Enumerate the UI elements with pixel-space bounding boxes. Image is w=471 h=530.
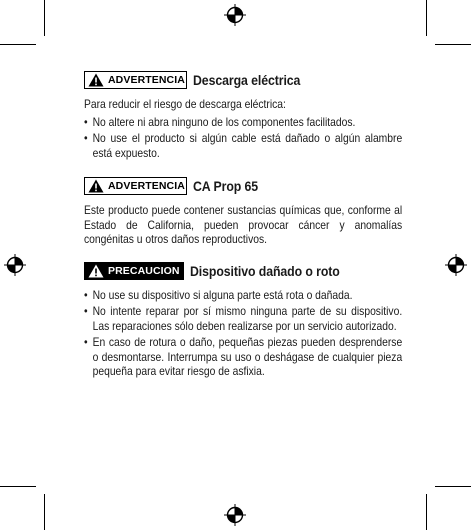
warning-badge	[84, 71, 187, 89]
list-item-text: No intente reparar por sí mismo ninguna parte de su dispositivo. Las reparaciones sólo deben realizarse por un servicio autorizado.	[92, 304, 403, 333]
bullet-icon: •	[84, 287, 88, 302]
section-header-damaged-device	[84, 261, 402, 281]
section-header-electric-shock	[84, 70, 402, 90]
bullet-list	[84, 288, 402, 379]
caution-badge-label: PRECAUCION	[108, 264, 180, 277]
crop-mark-top-right	[426, 0, 427, 36]
section-title: Descarga eléctrica	[193, 72, 301, 88]
crop-mark-bottom-right-h	[435, 486, 471, 487]
section-header-prop65	[84, 176, 402, 196]
crop-mark-top-left	[44, 0, 45, 36]
list-item	[84, 288, 402, 303]
crop-mark-bottom-right	[426, 494, 427, 530]
list-item	[84, 131, 402, 160]
crop-mark-top-right-h	[435, 44, 471, 45]
list-item	[84, 304, 402, 333]
bullet-icon: •	[84, 131, 88, 145]
warning-triangle-icon	[88, 73, 104, 87]
crop-mark-top-left-h	[0, 44, 36, 45]
registration-mark-icon	[224, 504, 246, 526]
bullet-icon: •	[84, 114, 88, 129]
list-item-text: No use el producto si algún cable está dañado o algún alambre está expuesto.	[92, 131, 403, 160]
section-title: Dispositivo dañado o roto	[190, 262, 340, 279]
list-item-text: No use su dispositivo si alguna parte está rota o dañada.	[92, 287, 353, 302]
warning-badge-label: ADVERTENCIA	[108, 74, 185, 86]
bullet-icon: •	[84, 335, 88, 349]
caution-badge	[84, 262, 184, 280]
warning-badge	[84, 177, 187, 195]
registration-mark-icon	[224, 4, 246, 26]
warning-triangle-icon	[88, 264, 104, 278]
bullet-list	[84, 115, 402, 161]
crop-mark-bottom-left-h	[0, 486, 36, 487]
registration-mark-icon	[4, 254, 26, 276]
crop-mark-bottom-left	[44, 494, 45, 530]
bullet-icon: •	[84, 304, 88, 318]
warning-badge-label: ADVERTENCIA	[108, 180, 185, 192]
section-body: Este producto puede contener sustancias químicas que, conforme al Estado de California, pueden provocar cáncer y anomalías congénitas u otros daños reproductivos.	[84, 203, 403, 246]
section-title: CA Prop 65	[193, 178, 259, 194]
registration-mark-icon	[445, 254, 467, 276]
section-intro: Para reducir el riesgo de descarga eléctrica:	[84, 97, 286, 111]
safety-content	[84, 70, 402, 381]
warning-triangle-icon	[88, 179, 104, 193]
list-item	[84, 335, 402, 379]
list-item-text: En caso de rotura o daño, pequeñas piezas pueden desprenderse o desmontarse. Interrumpa su uso o deshágase de cualquier pieza pequeña para evitar riesgo de asfixia.	[92, 335, 403, 378]
list-item	[84, 115, 402, 130]
list-item-text: No altere ni abra ninguno de los componentes facilitados.	[92, 114, 356, 129]
